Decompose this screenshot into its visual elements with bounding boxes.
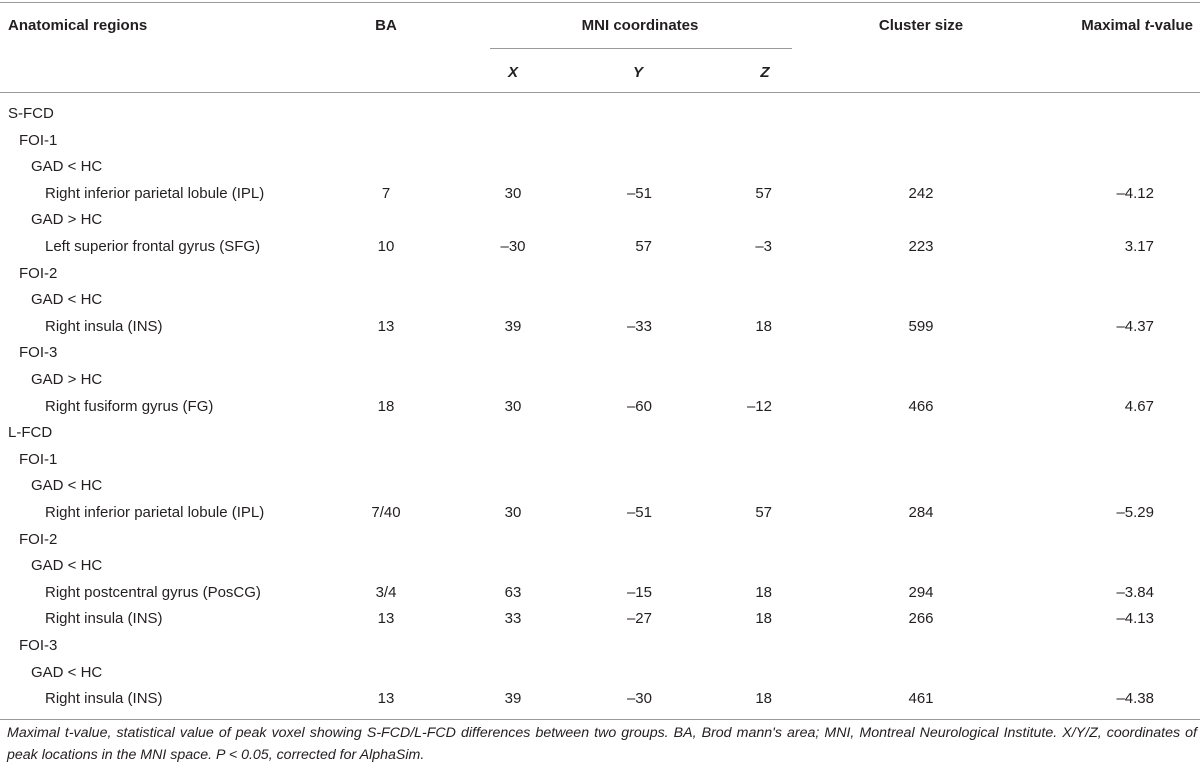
cell-region: FOI-1 bbox=[19, 451, 58, 468]
cell-y: –60 bbox=[626, 398, 652, 415]
cell-z: 18 bbox=[755, 584, 772, 601]
cell-cluster-size: 266 bbox=[908, 610, 934, 627]
header-tvalue-italic: t bbox=[1144, 17, 1150, 34]
cell-region: Right inferior parietal lobule (IPL) bbox=[45, 185, 265, 202]
cell-ba: 3/4 bbox=[375, 584, 397, 601]
cell-t-value: –4.12 bbox=[1116, 185, 1154, 202]
cell-region: GAD < HC bbox=[31, 291, 103, 308]
cell-t-value: –4.13 bbox=[1116, 610, 1154, 627]
cell-z: –12 bbox=[746, 398, 772, 415]
header-anatomical-regions: Anatomical regions bbox=[8, 17, 148, 34]
cell-t-value: –5.29 bbox=[1116, 504, 1154, 521]
cell-x: 39 bbox=[504, 318, 522, 335]
cell-z: –3 bbox=[755, 238, 772, 255]
cell-region: Right insula (INS) bbox=[45, 690, 163, 707]
cell-t-value: 3.17 bbox=[1124, 238, 1154, 255]
cell-ba: 7 bbox=[381, 185, 391, 202]
cell-ba: 18 bbox=[377, 398, 395, 415]
cell-x: 30 bbox=[504, 504, 522, 521]
header-mni-coordinates: MNI coordinates bbox=[581, 17, 699, 34]
cell-z: 57 bbox=[755, 504, 772, 521]
cell-y: –27 bbox=[626, 610, 652, 627]
cell-t-value: –3.84 bbox=[1116, 584, 1154, 601]
cell-t-value: –4.37 bbox=[1116, 318, 1154, 335]
cell-region: GAD < HC bbox=[31, 158, 103, 175]
cell-x: 39 bbox=[504, 690, 522, 707]
cell-region: FOI-3 bbox=[19, 344, 58, 361]
cell-y: –51 bbox=[626, 185, 652, 202]
header-tvalue-suffix: -value bbox=[1149, 17, 1193, 34]
cell-region: GAD < HC bbox=[31, 477, 103, 494]
cell-cluster-size: 242 bbox=[908, 185, 934, 202]
cell-z: 57 bbox=[755, 185, 772, 202]
bottom-rule bbox=[0, 719, 1200, 720]
cell-region: Right postcentral gyrus (PosCG) bbox=[45, 584, 261, 601]
cell-cluster-size: 461 bbox=[908, 690, 934, 707]
header-x: X bbox=[507, 64, 519, 81]
cell-region: S-FCD bbox=[8, 105, 54, 122]
cell-cluster-size: 284 bbox=[908, 504, 934, 521]
cell-region: L-FCD bbox=[8, 424, 53, 441]
cell-z: 18 bbox=[755, 690, 772, 707]
cell-x: –30 bbox=[500, 238, 526, 255]
cell-x: 30 bbox=[504, 398, 522, 415]
header-z: Z bbox=[760, 64, 770, 81]
cell-x: 30 bbox=[504, 185, 522, 202]
cell-region: FOI-2 bbox=[19, 531, 58, 548]
cell-region: Right inferior parietal lobule (IPL) bbox=[45, 504, 265, 521]
cell-ba: 10 bbox=[377, 238, 395, 255]
cell-region: Left superior frontal gyrus (SFG) bbox=[45, 238, 261, 255]
cell-region: GAD > HC bbox=[31, 371, 103, 388]
cell-cluster-size: 294 bbox=[908, 584, 934, 601]
cell-y: –51 bbox=[626, 504, 652, 521]
cell-cluster-size: 466 bbox=[908, 398, 934, 415]
header-cluster-size: Cluster size bbox=[878, 17, 964, 34]
cell-x: 33 bbox=[504, 610, 522, 627]
cell-ba: 13 bbox=[377, 610, 395, 627]
cell-region: Right insula (INS) bbox=[45, 610, 163, 627]
cell-region: FOI-3 bbox=[19, 637, 58, 654]
cell-z: 18 bbox=[755, 610, 772, 627]
cell-cluster-size: 599 bbox=[908, 318, 934, 335]
cell-y: –15 bbox=[626, 584, 652, 601]
cell-ba: 13 bbox=[377, 318, 395, 335]
cell-y: –30 bbox=[626, 690, 652, 707]
header-tvalue-prefix: Maximal bbox=[1081, 17, 1145, 34]
cell-region: Right insula (INS) bbox=[45, 318, 163, 335]
cell-ba: 7/40 bbox=[371, 504, 401, 521]
table-footnote: Maximal t-value, statistical value of peak voxel showing S-FCD/L-FCD differences between two groups. BA, Brod mann's area; MNI, Montreal Neurological Institute. X/Y/Z, coordinates of peak locations in the MNI space. P < 0.05, corrected for AlphaSim. bbox=[7, 725, 1197, 763]
cell-region: GAD > HC bbox=[31, 211, 103, 228]
cell-t-value: 4.67 bbox=[1124, 398, 1154, 415]
header-y: Y bbox=[632, 64, 644, 81]
header-ba: BA bbox=[375, 17, 397, 34]
cell-y: –33 bbox=[626, 318, 652, 335]
cell-region: GAD < HC bbox=[31, 664, 103, 681]
cell-cluster-size: 223 bbox=[908, 238, 934, 255]
cell-y: 57 bbox=[635, 238, 652, 255]
cell-region: FOI-2 bbox=[19, 265, 58, 282]
cell-region: Right fusiform gyrus (FG) bbox=[45, 398, 214, 415]
cell-ba: 13 bbox=[377, 690, 395, 707]
cell-z: 18 bbox=[755, 318, 772, 335]
cell-region: FOI-1 bbox=[19, 132, 58, 149]
cell-x: 63 bbox=[504, 584, 522, 601]
cell-t-value: –4.38 bbox=[1116, 690, 1154, 707]
cell-region: GAD < HC bbox=[31, 557, 103, 574]
